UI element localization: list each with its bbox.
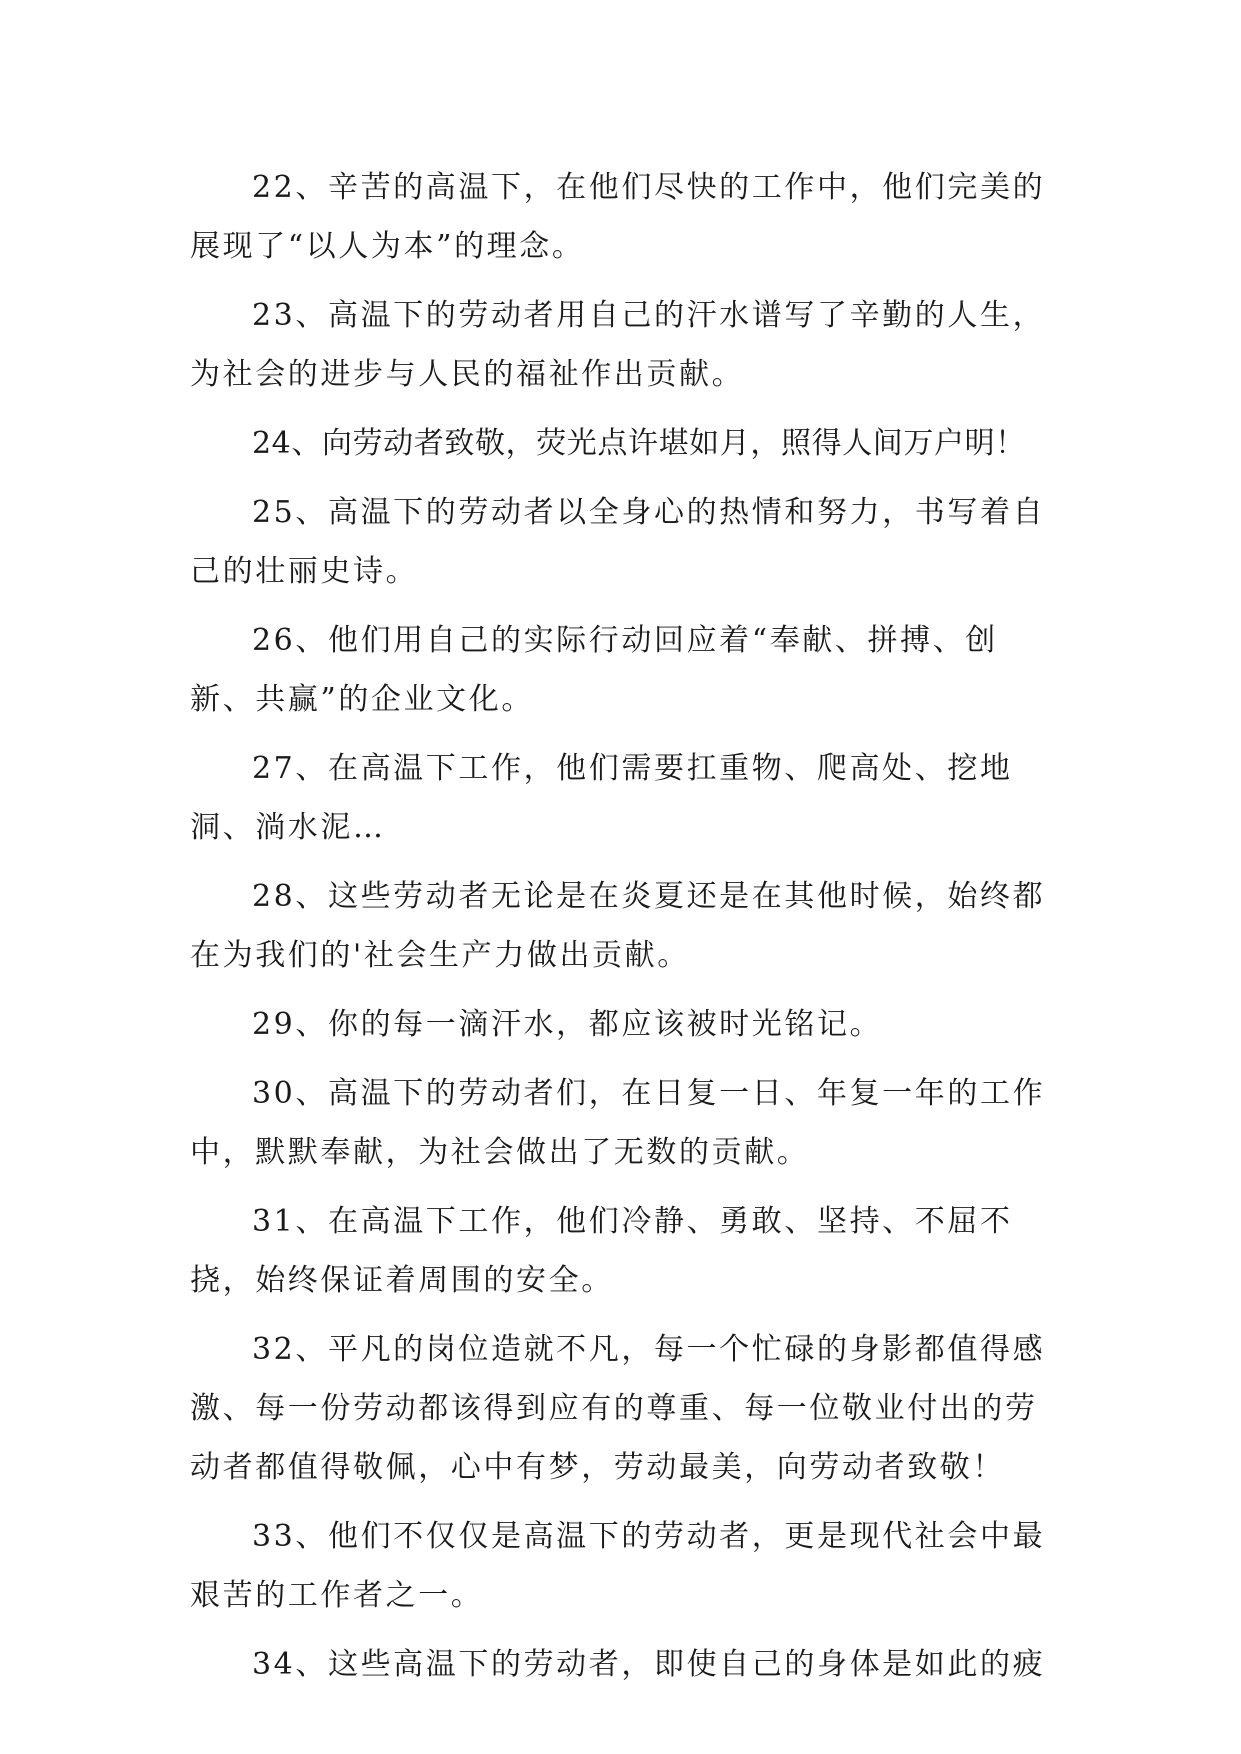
paragraph-30: 30、高温下的劳动者们，在日复一日、年复一年的工作中，默默奉献，为社会做出了无数的贡献。 — [190, 1076, 1046, 1170]
paragraph-26: 26、他们用自己的实际行动回应着“奉献、拼搏、创新、共赢”的企业文化。 — [190, 623, 998, 717]
paragraph-27: 27、在高温下工作，他们需要扛重物、爬高处、挖地洞、淌水泥… — [190, 751, 1013, 845]
paragraph-25: 25、高温下的劳动者以全身心的热情和努力，书写着自己的壮丽史诗。 — [190, 495, 1046, 589]
paragraph-22: 22、辛苦的高温下，在他们尽快的工作中，他们完美的展现了“以人为本”的理念。 — [190, 170, 1046, 264]
paragraph-29: 29、你的每一滴汗水，都应该被时光铭记。 — [252, 1007, 883, 1042]
paragraph-23: 23、高温下的劳动者用自己的汗水谱写了辛勤的人生，为社会的进步与人民的福祉作出贡献。 — [190, 298, 1046, 392]
paragraph-34: 34、这些高温下的劳动者，即使自己的身体是如此的疲 — [252, 1647, 1046, 1682]
paragraph-33: 33、他们不仅仅是高温下的劳动者，更是现代社会中最艰苦的工作者之一。 — [190, 1519, 1046, 1613]
paragraph-31: 31、在高温下工作，他们冷静、勇敢、坚持、不屈不挠，始终保证着周围的安全。 — [190, 1204, 1013, 1298]
paragraph-28: 28、这些劳动者无论是在炎夏还是在其他时候，始终都在为我们的'社会生产力做出贡献。 — [190, 879, 1046, 973]
paragraph-24: 24、向劳动者致敬，荧光点许堪如月，照得人间万户明！ — [252, 426, 1026, 461]
paragraph-32: 32、平凡的岗位造就不凡，每一个忙碌的身影都值得感激、每一份劳动都该得到应有的尊重、每一位敬业付出的劳动者都值得敬佩，心中有梦，劳动最美，向劳动者致敬！ — [190, 1332, 1046, 1485]
document-body — [190, 158, 1060, 1704]
